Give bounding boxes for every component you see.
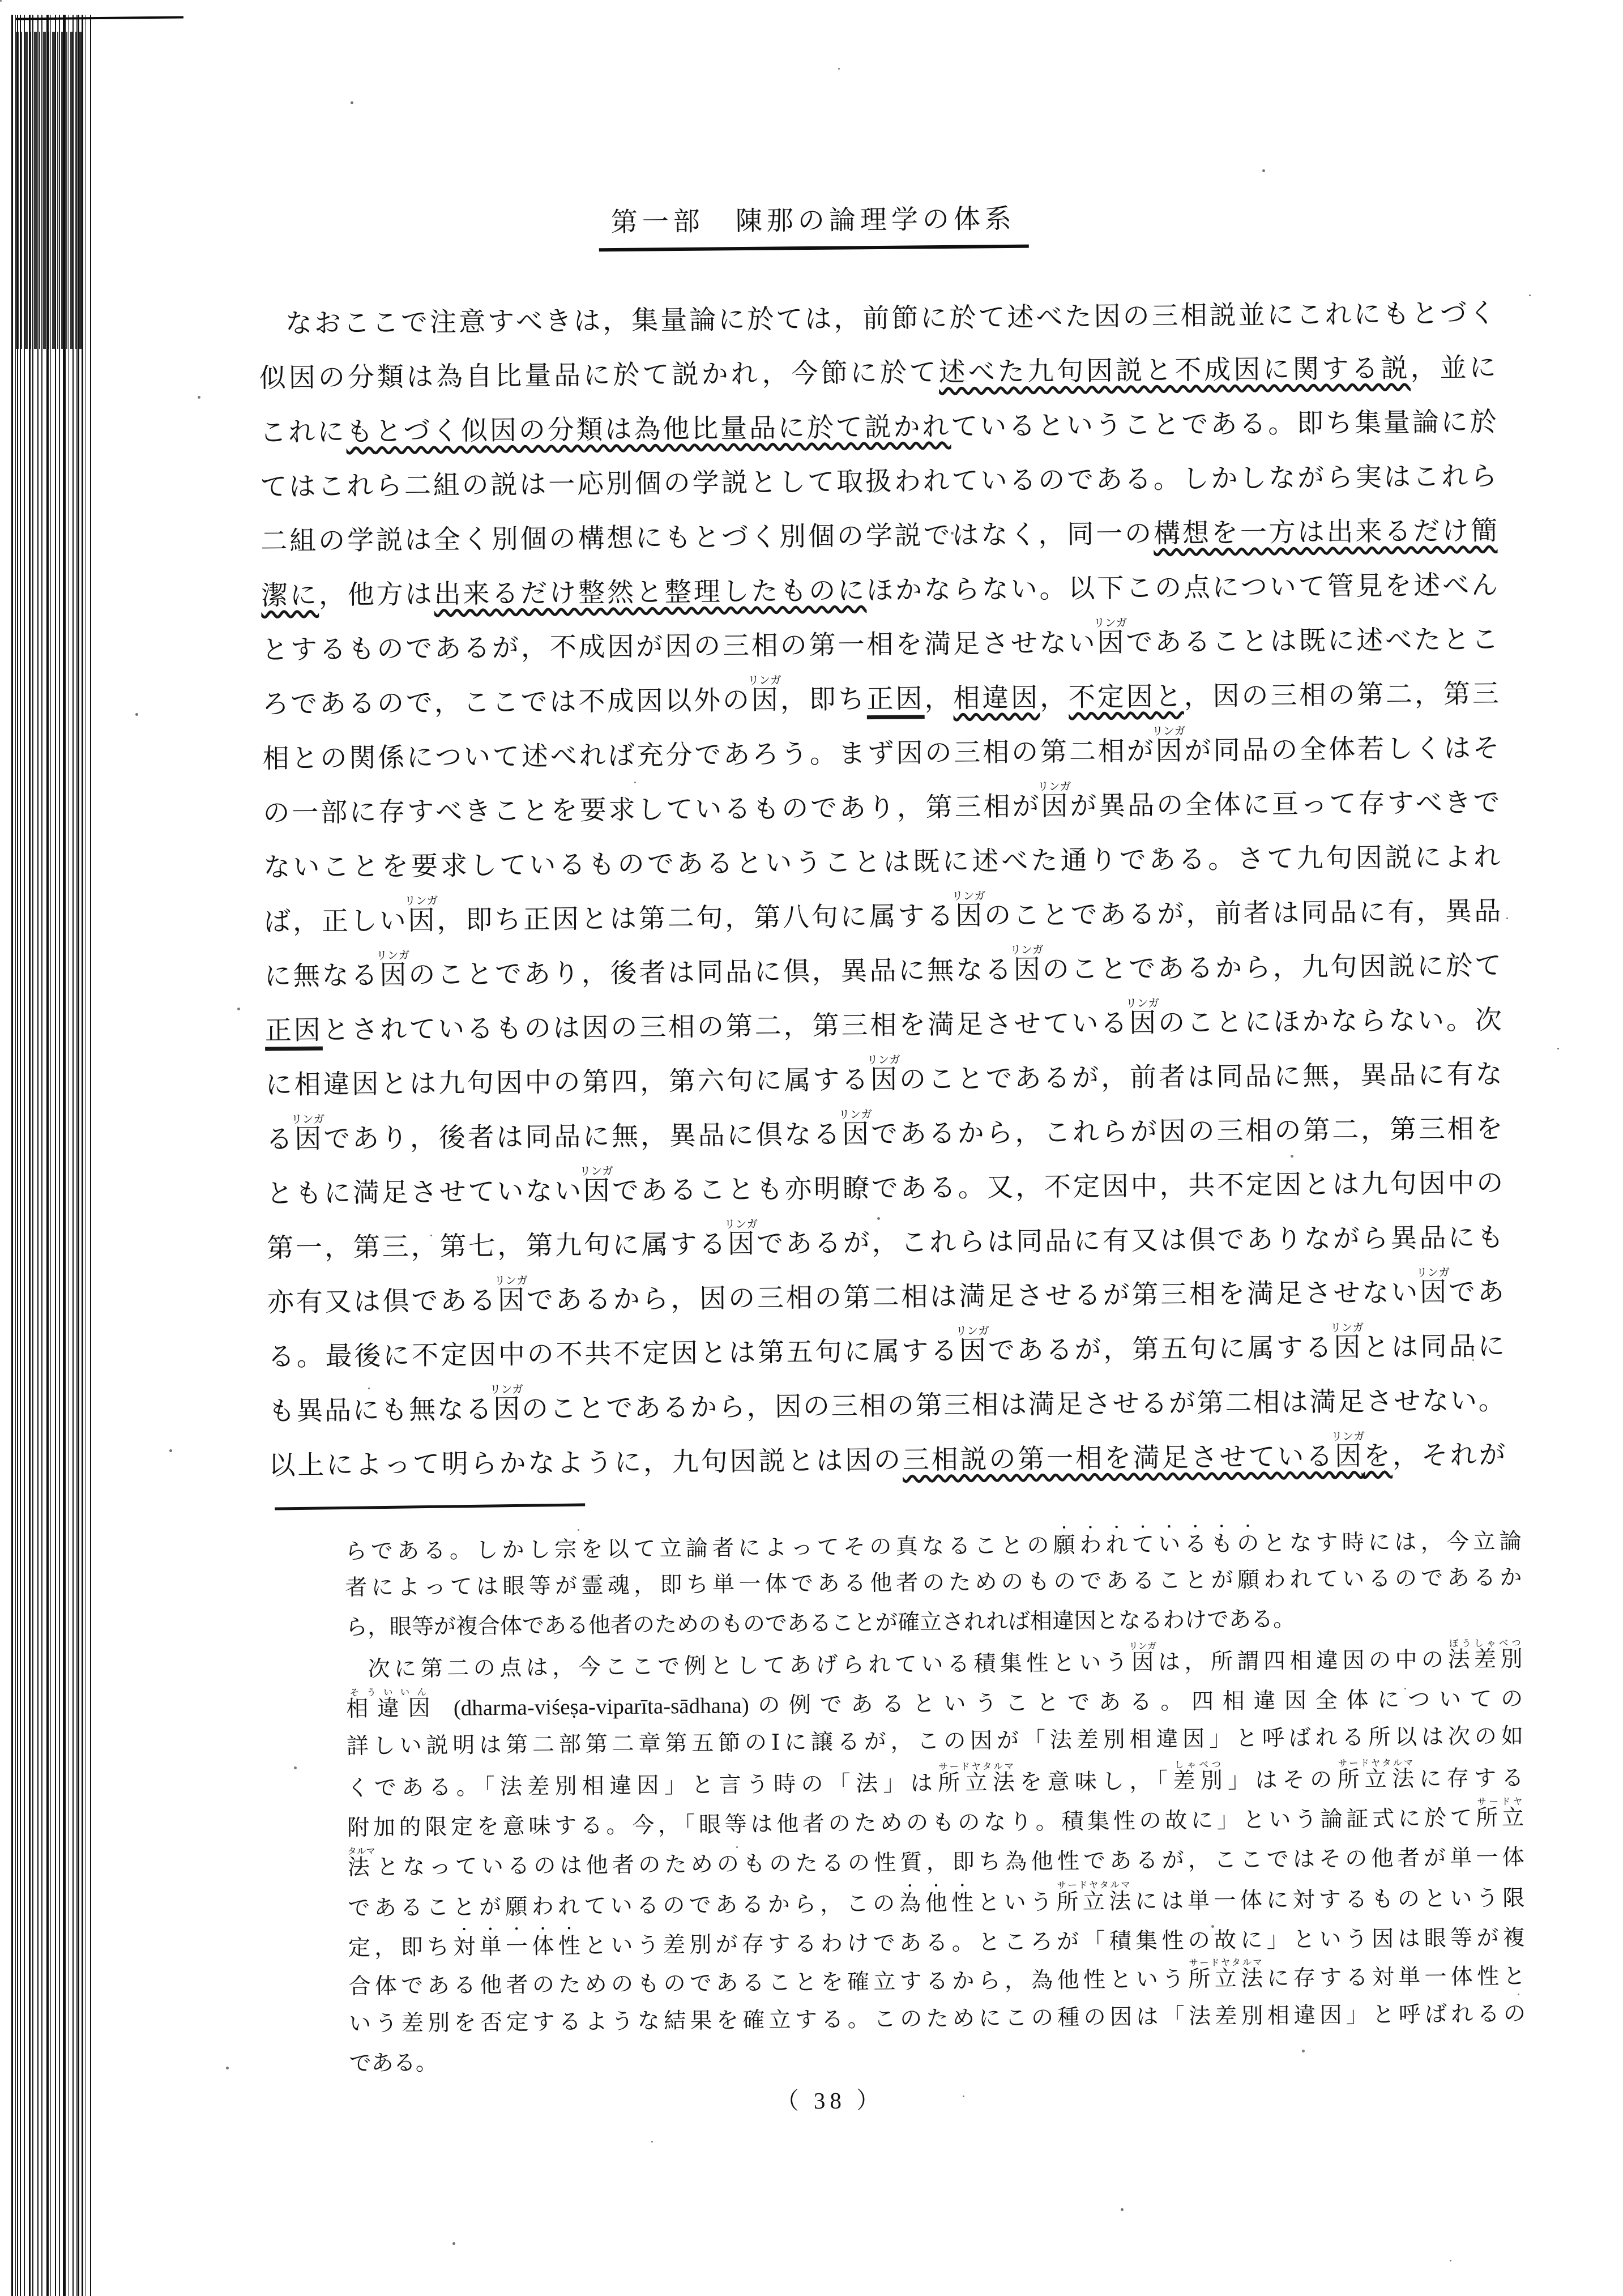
text-line bbox=[260, 503, 1498, 569]
ruby-annotated-text: 因リンガ bbox=[724, 1218, 758, 1260]
ruby-annotated-text: 因リンガ bbox=[404, 894, 438, 936]
text-run: 以上によって明らかなように，九句因説とは因の bbox=[268, 1445, 903, 1481]
ruby-annotated-text: 因リンガ bbox=[489, 1383, 524, 1425]
text-run: のことにほかならない。次 bbox=[1156, 1005, 1502, 1038]
ruby-annotated-text: 因リンガ bbox=[376, 949, 410, 991]
text-run: ，他方は bbox=[318, 579, 434, 611]
text-run: であるが，第五句に属する bbox=[985, 1333, 1334, 1366]
text-run: 詳しい説明は第二部第二章第五節のⅠに譲るが，この因が「法差別相違因」と呼ばれる所以は次の如 bbox=[346, 1724, 1523, 1759]
text-run: であるが，これらは同品に有又は倶でありながら異品にも bbox=[754, 1223, 1504, 1259]
text-line bbox=[268, 1428, 1506, 1493]
text-run: に存する対単一体性と bbox=[1267, 1964, 1526, 1991]
text-run: であり，後者は同品に無，異品に倶なる bbox=[321, 1120, 843, 1154]
text-run: のことであるから，九句因説に於て bbox=[1040, 951, 1502, 985]
text-run: のことであるが，前者は同品に有，異品 bbox=[982, 897, 1501, 931]
text-run: ほかならない。以下この点について管見を述べん bbox=[866, 570, 1498, 606]
text-run: 」はその bbox=[1227, 1767, 1338, 1793]
emphasis-dotted-text: 対・単・一・体・性・ bbox=[452, 1923, 585, 1960]
text-run: 合体である他者のためのものであることを確立するから，為他性という bbox=[348, 1967, 1189, 1999]
text-run: となっているのは他者のためのものたるの性質，即ち為他性であるが，ここではその他者が単一体 bbox=[372, 1845, 1524, 1880]
text-run: 相違因 bbox=[953, 683, 1040, 714]
ruby-annotated-text: 因リンガ bbox=[838, 1108, 873, 1150]
text-run: ともに満足させていない bbox=[266, 1176, 584, 1209]
text-run: であ bbox=[1446, 1277, 1505, 1308]
text-run: に無なる bbox=[264, 961, 380, 992]
page-number: （ 38 ） bbox=[775, 2086, 885, 2114]
text-run: ば，正しい bbox=[263, 906, 408, 937]
text-run: もとづく似因の分類は為他比量品に於て説かれ bbox=[346, 412, 951, 447]
text-line bbox=[267, 1265, 1505, 1330]
ruby-annotated-text: 因リンガ bbox=[1037, 780, 1071, 822]
text-run: 者によっては眼等が霊魂，即ち単一体である他者のためのものであることが願われているのであるか bbox=[345, 1565, 1522, 1601]
text-run: 不定因と bbox=[1068, 682, 1184, 713]
text-run: る bbox=[266, 1125, 295, 1155]
text-line bbox=[259, 286, 1496, 351]
ruby-annotated-text: 因リンガ bbox=[579, 1165, 614, 1206]
ruby-annotated-text: 因リンガ bbox=[494, 1274, 528, 1316]
text-run: という差別が存するわけである。ところが「積集性の故に」という因は眼等が複 bbox=[584, 1926, 1526, 1958]
text-run: のことであるから，因の三相の第三相は満足させるが第二相は満足させない。 bbox=[520, 1386, 1505, 1424]
text-run: なおここで注意すべきは，集量論に於ては，前節に於て述べた因の三相説並にこれにもとづく bbox=[285, 298, 1496, 339]
text-line bbox=[259, 340, 1496, 406]
text-run: ，即ち bbox=[778, 685, 867, 715]
text-line bbox=[265, 1047, 1502, 1112]
text-line bbox=[263, 775, 1500, 840]
text-line bbox=[261, 558, 1498, 623]
ruby-annotated-text: 因リンガ bbox=[1125, 997, 1160, 1039]
ruby-annotated-text: 因リンガ bbox=[1330, 1321, 1364, 1363]
text-line bbox=[264, 884, 1501, 949]
text-run: とされているものは因の三相の第二，第三相を満足させている bbox=[322, 1009, 1130, 1045]
ruby-annotated-text: 因リンガ bbox=[955, 1325, 990, 1366]
text-line bbox=[264, 938, 1502, 1004]
text-line bbox=[266, 1156, 1504, 1221]
text-run: 出来るだけ整然と整理したものに bbox=[434, 576, 867, 609]
ruby-annotated-text: 所立法サードヤタルマ bbox=[1056, 1879, 1135, 1915]
text-line bbox=[262, 721, 1500, 786]
text-run: であるから，これらが因の三相の第二，第三相を bbox=[868, 1114, 1503, 1150]
ruby-annotated-text: 因リンガ bbox=[1093, 617, 1127, 658]
text-line bbox=[268, 1373, 1505, 1439]
main-text bbox=[259, 286, 1506, 1493]
ruby-annotated-text: 法タルマ bbox=[347, 1845, 376, 1880]
ruby-annotated-text: 差別しゃべつ bbox=[1173, 1759, 1228, 1794]
ruby-annotated-text: 所立法サードヤタルマ bbox=[1337, 1757, 1420, 1792]
text-run: ，即ち正因とは第二句，第八句に属する bbox=[434, 901, 956, 936]
text-run: 次に第二の点は，今ここで例としてあげられている積集性という bbox=[368, 1650, 1132, 1682]
text-run: いう差別を否定するような結果を確立する。このためにこの種の因は「法差別相違因」と呼ばれるの bbox=[348, 2001, 1526, 2037]
text-run: ，並に bbox=[1410, 353, 1496, 383]
text-run: も異品にも無なる bbox=[268, 1394, 494, 1427]
text-run: 第一，第三，第七，第九句に属する bbox=[266, 1230, 728, 1264]
text-run: が同品の全体若しくはそ bbox=[1182, 733, 1500, 766]
text-run: は，所謂四相違因の中の bbox=[1154, 1648, 1448, 1675]
text-run: とするものであるが，不成因が因の三相の第一相を満足させない bbox=[261, 628, 1097, 665]
footnote-separator bbox=[275, 1503, 585, 1510]
text-run: であることが願われているのであるから，この bbox=[348, 1891, 899, 1921]
text-run: ， bbox=[1039, 683, 1069, 713]
emphasis-dotted-text: 願・わ・れ・て・い・る・も・の・ bbox=[1053, 1521, 1263, 1558]
ruby-annotated-text: 因リンガ bbox=[1416, 1266, 1450, 1308]
text-run: ろであるので，ここでは不成因以外の bbox=[262, 685, 752, 720]
text-run: に存する bbox=[1419, 1766, 1524, 1791]
text-run: であることは既に述べたとこ bbox=[1124, 625, 1499, 658]
text-run: これに bbox=[259, 417, 347, 448]
ruby-annotated-text: 相違因そういいん bbox=[345, 1686, 439, 1722]
ruby-annotated-text: 所立法サードヤタルマ bbox=[937, 1760, 1020, 1796]
text-run: には単一体に対するものという限 bbox=[1135, 1886, 1525, 1914]
text-run: 定，即ち bbox=[348, 1935, 454, 1961]
text-run: であるから，因の三相の第二相は満足させるが第三相を満足させない bbox=[524, 1278, 1420, 1316]
ruby-annotated-text: 因リンガ bbox=[1152, 725, 1186, 766]
text-run: 附加的限定を意味する。今，「眼等は他者のためのものなり。積集性の故に」という論証式に於て bbox=[347, 1806, 1476, 1841]
text-run: を意味し，「 bbox=[1019, 1769, 1173, 1795]
text-line bbox=[267, 1319, 1505, 1384]
text-run: くである。「法差別相違因」と言う時の「法」は bbox=[347, 1771, 938, 1801]
text-line bbox=[263, 830, 1501, 895]
text-line bbox=[266, 1102, 1503, 1167]
ruby-annotated-text: 因リンガ bbox=[1331, 1430, 1365, 1472]
text-run: 三相説の第一相を満足させている bbox=[902, 1442, 1335, 1475]
ruby-annotated-text: 因リンガ bbox=[1010, 944, 1044, 985]
text-run: 構想を一方は出来るだけ簡 bbox=[1153, 516, 1498, 549]
text-run: の一部に存すべきことを要求しているものであり，第三相が bbox=[263, 792, 1041, 829]
text-run: らである。しかし宗を以て立論者によってその真なることの bbox=[344, 1533, 1053, 1564]
text-run: ，因の三相の第二，第三 bbox=[1184, 679, 1500, 712]
text-line bbox=[259, 395, 1497, 460]
text-run: 似因の分類は為自比量品に於て説かれ，今節に於て bbox=[259, 358, 939, 394]
text-run: ， bbox=[924, 684, 954, 714]
text-run: ら，眼等が複合体である他者のためのものであることが確立されれば相違因となるわけである。 bbox=[345, 1607, 1296, 1640]
ruby-annotated-text: 因リンガ bbox=[1129, 1640, 1157, 1675]
text-run: であることも亦明瞭である。又，不定因中，共不定因とは九句因中の bbox=[609, 1168, 1504, 1206]
text-line bbox=[262, 667, 1499, 732]
text-line bbox=[264, 993, 1502, 1058]
ruby-annotated-text: 所立法サードヤタルマ bbox=[1188, 1957, 1267, 1992]
text-run: ているということである。即ち集量論に於 bbox=[951, 407, 1497, 442]
text-run: る。最後に不定因中の不共不定因とは第五句に属する bbox=[267, 1336, 960, 1372]
text-line bbox=[267, 1210, 1504, 1275]
text-run: 述べた九句因説と不成因に関する説 bbox=[938, 353, 1411, 388]
header bbox=[2, 192, 1623, 257]
text-run: 二組の学説は全く別個の構想にもとづく別個の学説ではなく，同一の bbox=[260, 519, 1154, 557]
scan-noise-dots bbox=[0, 0, 2, 2]
text-run: に相違因とは九句因中の第四，第六句に属する bbox=[265, 1065, 871, 1100]
emphasis-dotted-text: 為・他・性・ bbox=[899, 1880, 978, 1916]
text-run: のことであり，後者は同品に倶，異品に無なる bbox=[406, 955, 1014, 991]
text-run: を bbox=[1361, 1441, 1393, 1471]
ruby-annotated-text: 因リンガ bbox=[291, 1113, 325, 1155]
ruby-annotated-text: 因リンガ bbox=[866, 1053, 901, 1095]
ruby-annotated-text: 所立サードヤ bbox=[1475, 1796, 1524, 1830]
text-run: となす時には，今立論 bbox=[1263, 1529, 1522, 1556]
ruby-annotated-text: 法差別ぼうしゃべつ bbox=[1447, 1637, 1523, 1672]
text-run: てはこれら二組の説は一応別個の学説として取扱われているのである。しかしながら実はこれら bbox=[260, 462, 1497, 502]
ruby-annotated-text: 因リンガ bbox=[748, 674, 782, 715]
text-run: とは同品に bbox=[1360, 1331, 1505, 1363]
text-run: である。 bbox=[349, 2050, 438, 2076]
text-run: 相との関係について述べれば充分であろう。まず因の三相の第二相が bbox=[262, 736, 1156, 774]
text-line bbox=[260, 449, 1497, 514]
text-run: ，それが bbox=[1392, 1440, 1506, 1471]
section-title: 第一部 陳那の論理学の体系 bbox=[599, 198, 1029, 252]
text-run: 亦有又は倶である bbox=[267, 1286, 498, 1318]
ruby-annotated-text: 因リンガ bbox=[951, 890, 986, 931]
text-run: (dharma-viśeṣa-viparīta-sādhana)の例であるということである。四相違因全体についての bbox=[439, 1687, 1523, 1721]
text-run: が異品の全体に亘って存すべきで bbox=[1067, 788, 1500, 822]
footnote-text bbox=[345, 1518, 1526, 2084]
text-run: 正因 bbox=[264, 1015, 323, 1046]
text-run: ないことを要求しているものであるということは既に述べた通りである。さて九句因説によれ bbox=[263, 842, 1501, 883]
text-run: のことであるが，前者は同品に無，異品に有な bbox=[896, 1060, 1502, 1095]
text-run: 正因 bbox=[866, 684, 925, 715]
text-run: 潔に bbox=[260, 581, 319, 611]
text-run: という bbox=[977, 1890, 1057, 1915]
text-line bbox=[262, 612, 1499, 677]
